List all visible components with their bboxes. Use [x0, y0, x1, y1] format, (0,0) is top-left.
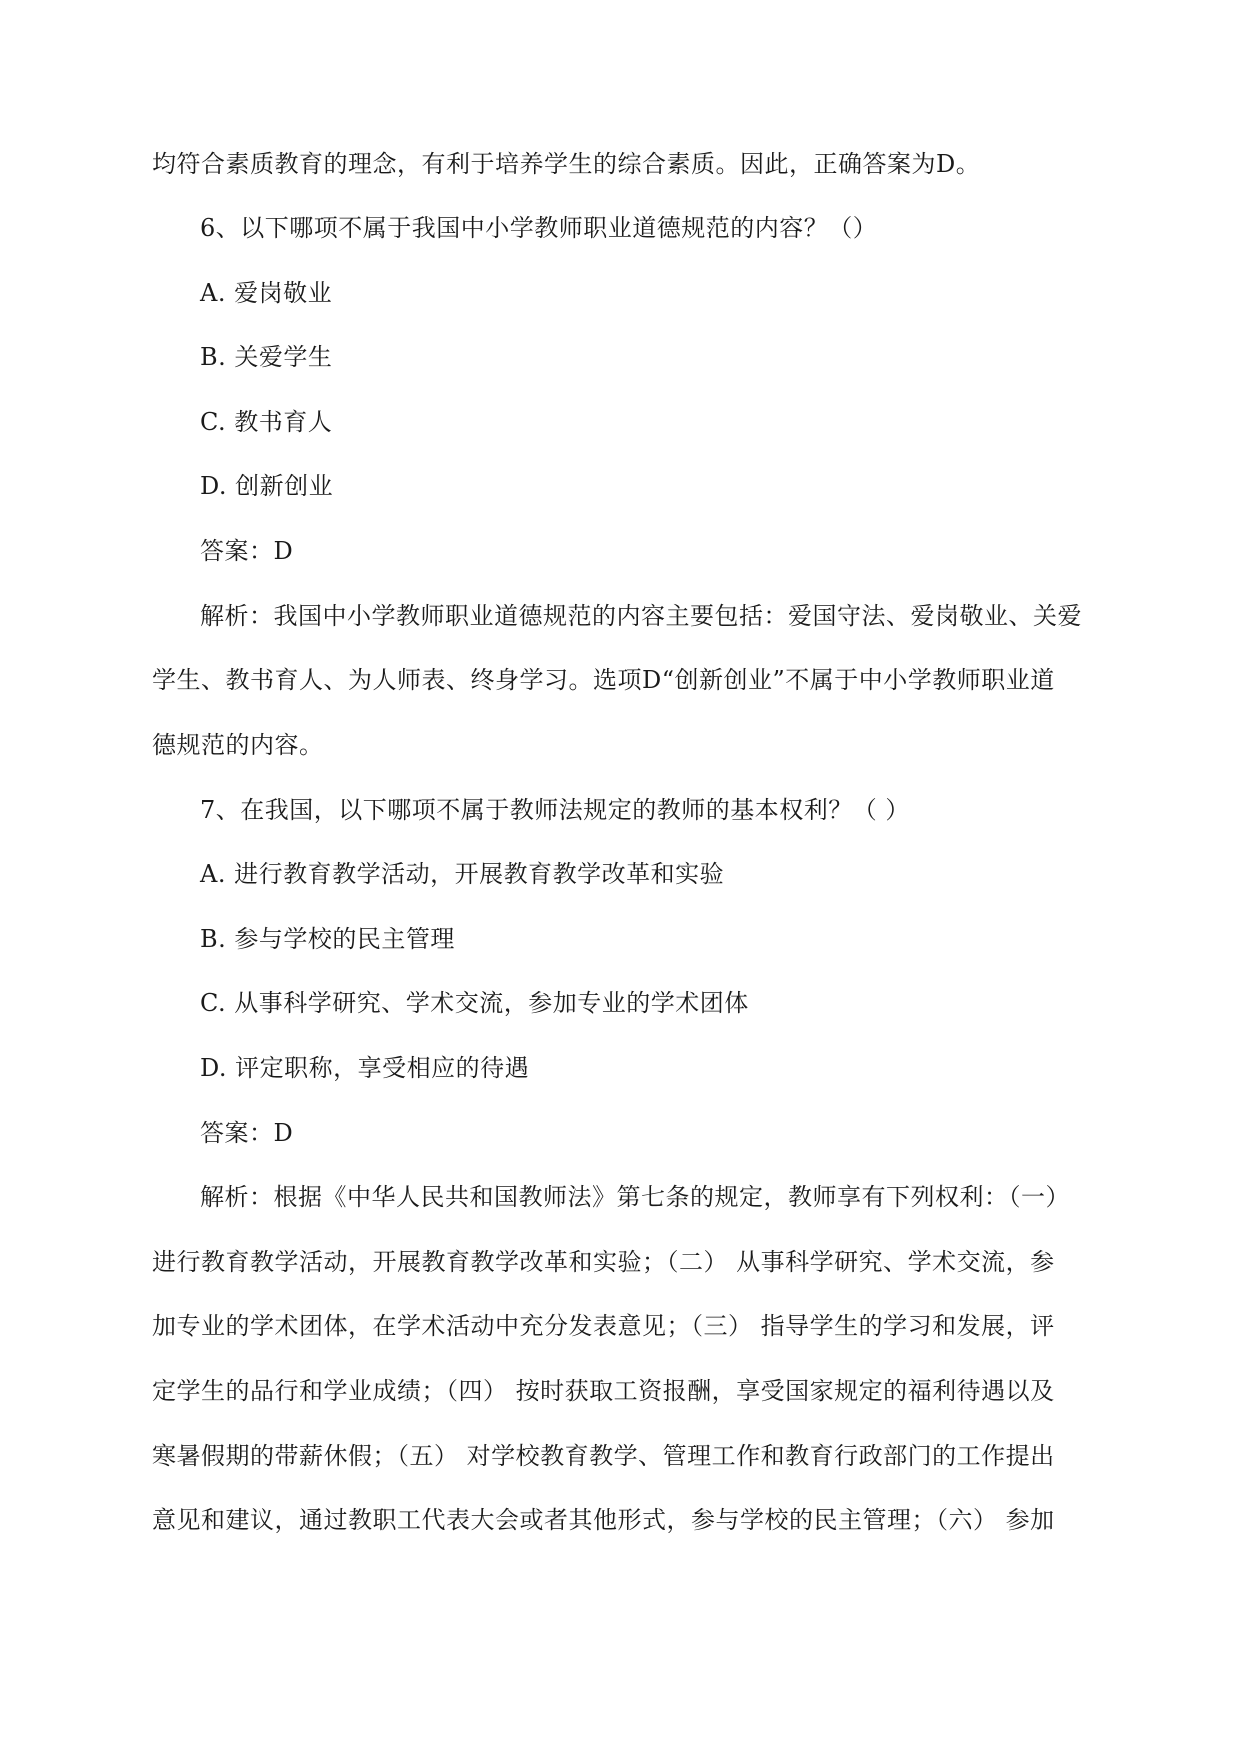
- question-7-explanation-line: 定学生的品行和学业成绩；（四） 按时获取工资报酬，享受国家规定的福利待遇以及: [152, 1377, 1055, 1405]
- question-7-option-a: A. 进行教育教学活动，开展教育教学改革和实验: [200, 860, 725, 888]
- question-6-option-d: D. 创新创业: [200, 472, 334, 500]
- question-7-explanation-line: 加专业的学术团体，在学术活动中充分发表意见；（三） 指导学生的学习和发展，评: [152, 1312, 1055, 1340]
- question-7-option-d: D. 评定职称，享受相应的待遇: [200, 1054, 530, 1082]
- prev-explanation-line: 均符合素质教育的理念，有利于培养学生的综合素质。因此，正确答案为D。: [152, 150, 981, 178]
- question-6-option-c: C. 教书育人: [200, 408, 333, 436]
- question-7-explanation-line: 寒暑假期的带薪休假；（五） 对学校教育教学、管理工作和教育行政部门的工作提出: [152, 1442, 1055, 1470]
- question-6-stem: 6、以下哪项不属于我国中小学教师职业道德规范的内容？（）: [200, 214, 878, 242]
- question-6-explanation-line: 学生、教书育人、为人师表、终身学习。选项D“创新创业”不属于中小学教师职业道: [152, 666, 1055, 694]
- question-7-explanation-line: 进行教育教学活动，开展教育教学改革和实验；（二） 从事科学研究、学术交流，参: [152, 1248, 1055, 1276]
- question-7-answer: 答案：D: [200, 1119, 294, 1147]
- question-6-option-b: B. 关爱学生: [200, 343, 333, 371]
- question-6-option-a: A. 爱岗敬业: [200, 279, 333, 307]
- question-7-option-c: C. 从事科学研究、学术交流，参加专业的学术团体: [200, 989, 749, 1017]
- question-7-option-b: B. 参与学校的民主管理: [200, 925, 455, 953]
- question-6-answer: 答案：D: [200, 537, 294, 565]
- question-6-explanation-line: 德规范的内容。: [152, 731, 324, 759]
- question-7-explanation-line: 意见和建议，通过教职工代表大会或者其他形式，参与学校的民主管理；（六） 参加: [152, 1506, 1055, 1534]
- question-6-explanation-line: 解析：我国中小学教师职业道德规范的内容主要包括：爱国守法、爱岗敬业、关爱: [200, 602, 1082, 630]
- question-7-stem: 7、在我国，以下哪项不属于教师法规定的教师的基本权利？（ ）: [200, 796, 910, 824]
- question-7-explanation-line: 解析：根据《中华人民共和国教师法》第七条的规定，教师享有下列权利：（一）: [200, 1183, 1070, 1211]
